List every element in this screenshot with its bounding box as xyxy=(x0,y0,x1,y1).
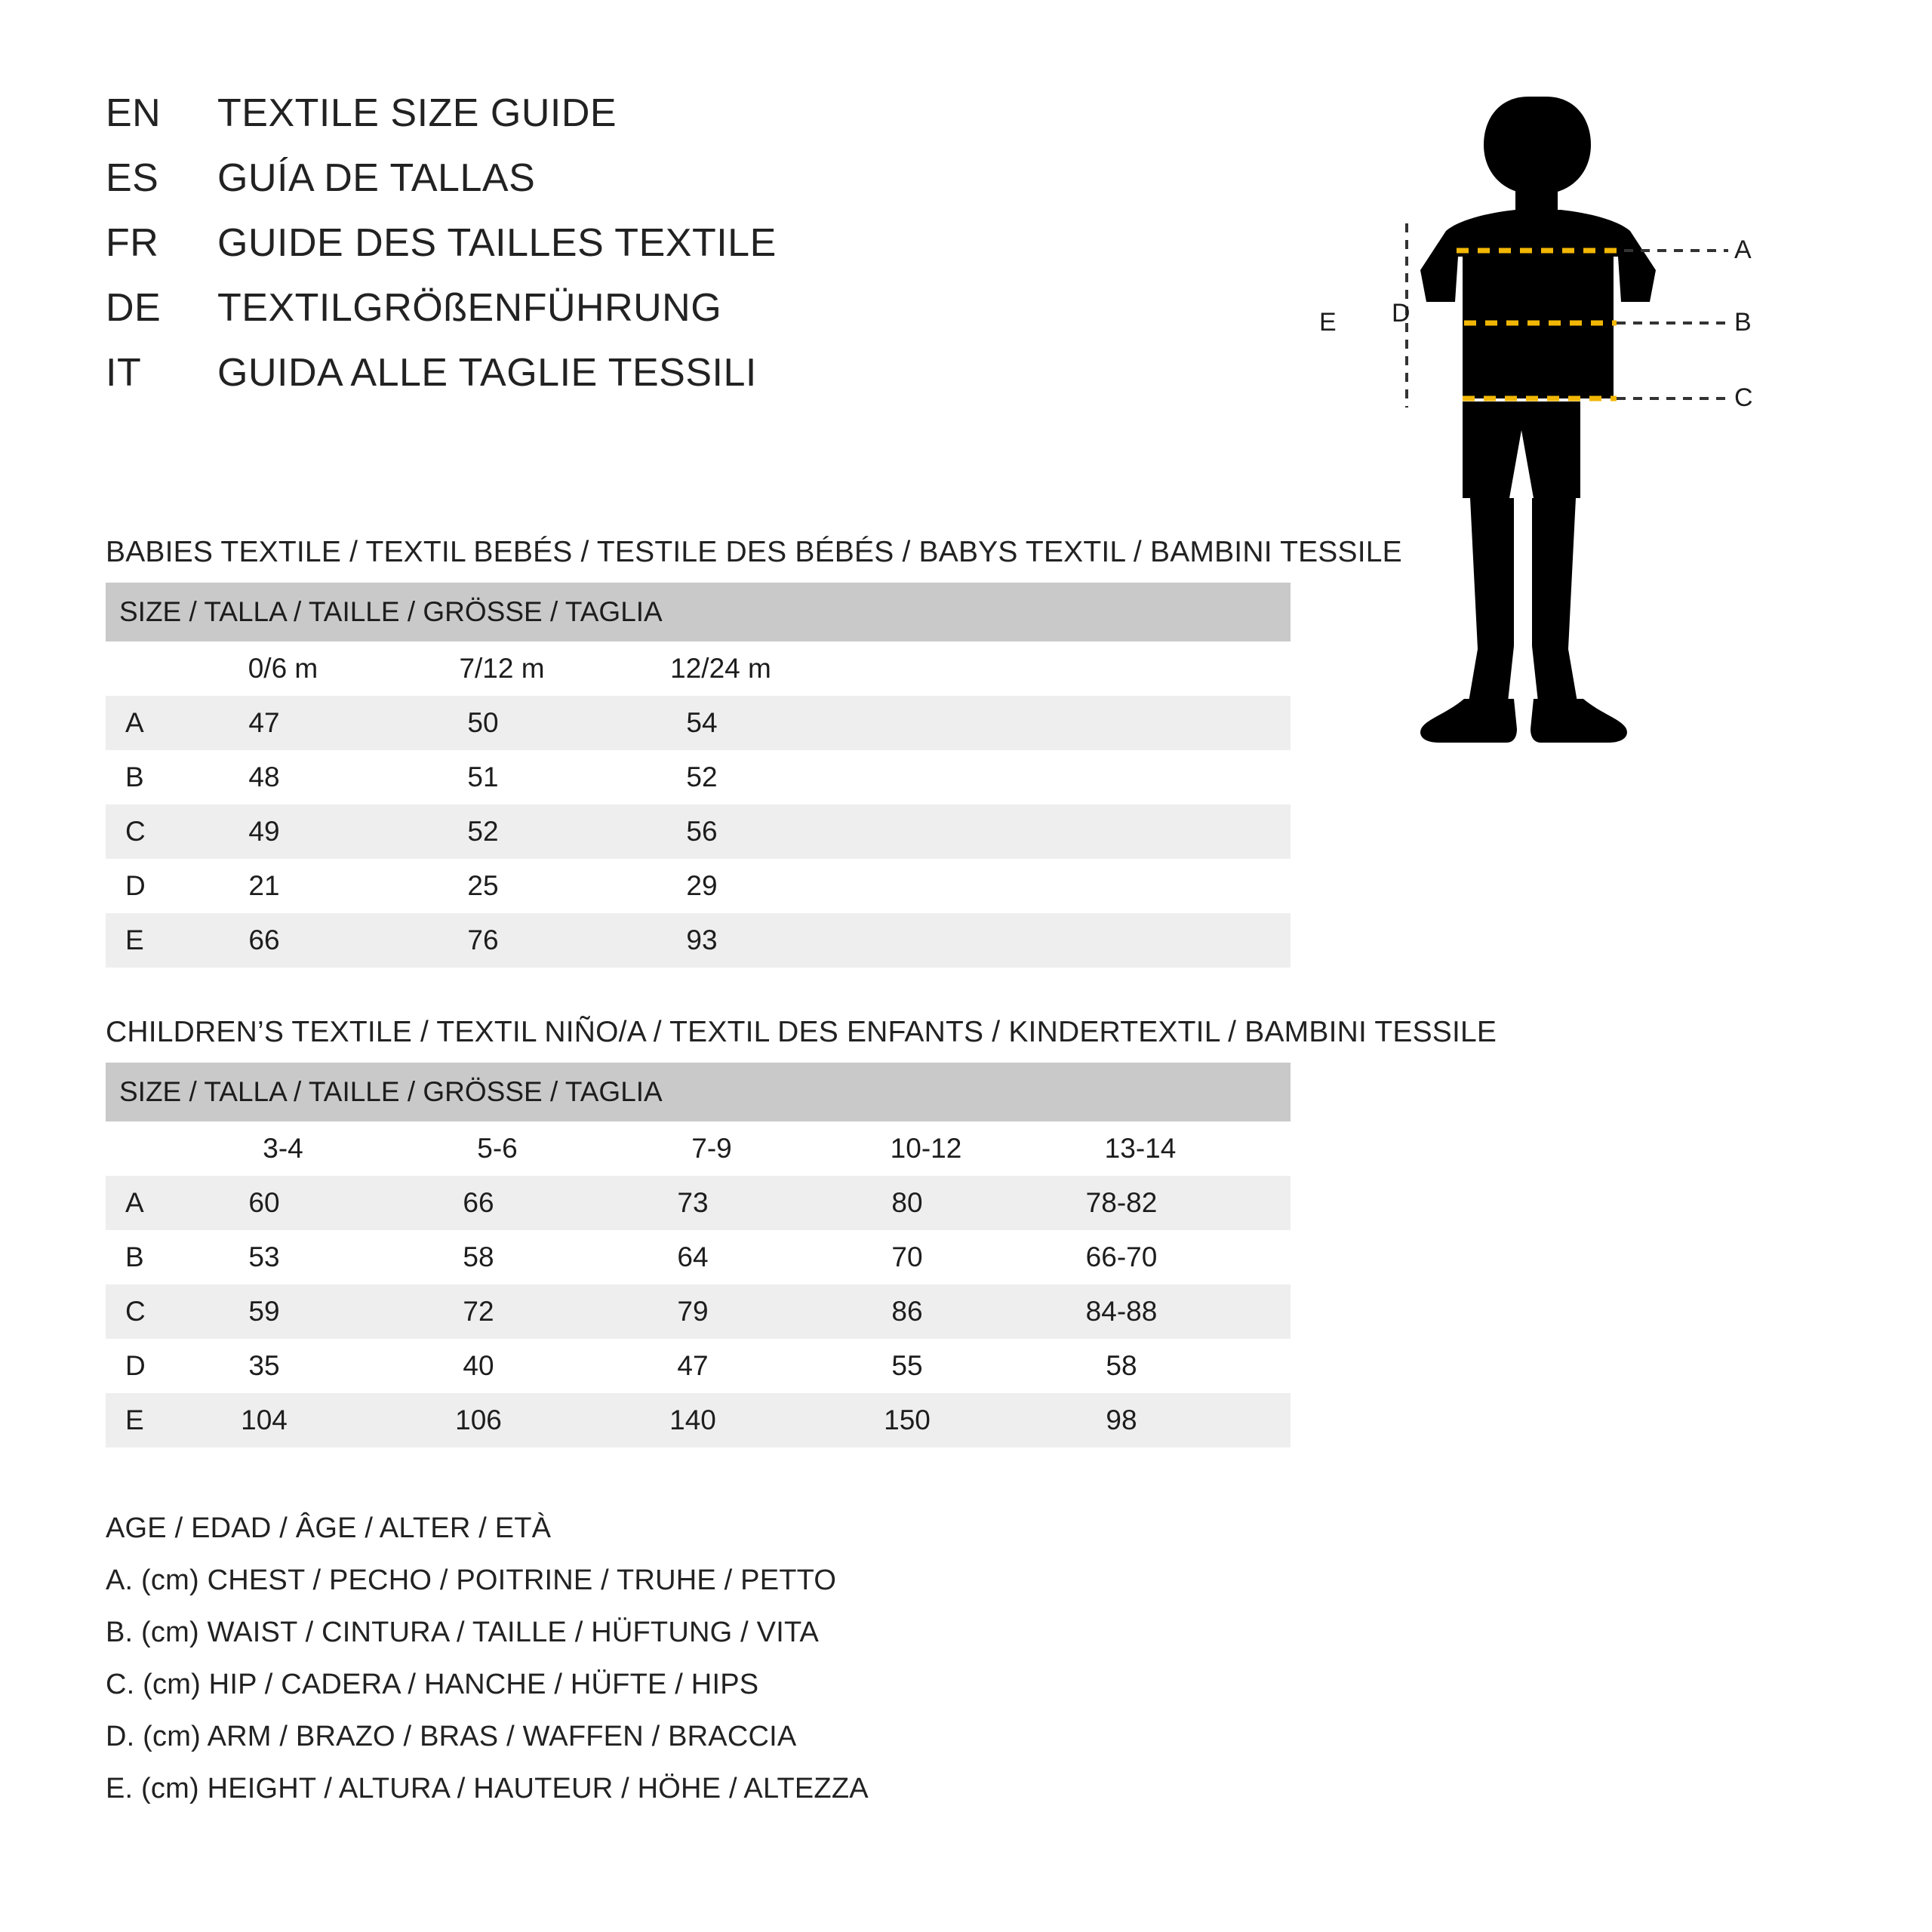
children-cell-e-2: 140 xyxy=(648,1393,862,1447)
measurement-legend xyxy=(106,1512,1826,1805)
legend-line-arm: D. (cm) ARM / BRAZO / BRAS / WAFFEN / BRACCIA xyxy=(106,1721,797,1752)
children-cell-c-3: 86 xyxy=(862,1284,1076,1339)
children-section-heading: CHILDREN’S TEXTILE / TEXTIL NIÑO/A / TEXTIL DES ENFANTS / KINDERTEXTIL / BAMBINI TESSILE xyxy=(106,1016,1497,1048)
babies-cell-a-1: 50 xyxy=(438,696,657,750)
babies-cell-a-2: 54 xyxy=(657,696,875,750)
babies-cell-c-2: 56 xyxy=(657,804,875,859)
title-text-de: TEXTILGRÖßENFÜHRUNG xyxy=(217,286,722,330)
babies-cell-c-0: 49 xyxy=(219,804,438,859)
children-row-label-d: D xyxy=(106,1339,219,1393)
table-row xyxy=(106,1230,1291,1284)
title-lang-en: EN xyxy=(106,91,162,135)
babies-cell-b-0: 48 xyxy=(219,750,438,804)
children-cell-c-1: 72 xyxy=(433,1284,648,1339)
legend-line-waist: B. (cm) WAIST / CINTURA / TAILLE / HÜFTUNG / VITA xyxy=(106,1617,820,1648)
babies-cell-a-0: 47 xyxy=(219,696,438,750)
babies-cell-b-2: 52 xyxy=(657,750,875,804)
table-row xyxy=(106,859,1291,913)
title-lang-it: IT xyxy=(106,351,142,395)
babies-cell-d-2: 29 xyxy=(657,859,875,913)
babies-cell-e-2: 93 xyxy=(657,913,875,968)
babies-cell-b-1: 51 xyxy=(438,750,657,804)
children-row-label-a: A xyxy=(106,1176,219,1230)
children-table-column-header-row xyxy=(106,1121,1291,1176)
title-lang-fr: FR xyxy=(106,221,159,265)
babies-cell-c-1: 52 xyxy=(438,804,657,859)
children-cell-d-2: 47 xyxy=(648,1339,862,1393)
child-silhouette-icon xyxy=(1420,97,1656,743)
babies-row-label-c: C xyxy=(106,804,219,859)
children-cell-b-2: 64 xyxy=(648,1230,862,1284)
babies-column-header-1: 7/12 m xyxy=(438,641,657,696)
babies-row-label-e: E xyxy=(106,913,219,968)
table-row xyxy=(106,1284,1291,1339)
children-cell-b-0: 53 xyxy=(219,1230,433,1284)
babies-table-band-row xyxy=(106,583,1291,641)
children-cell-d-1: 40 xyxy=(433,1339,648,1393)
babies-size-table xyxy=(106,583,1291,968)
babies-row-label-d: D xyxy=(106,859,219,913)
babies-header-corner xyxy=(106,641,219,696)
title-lang-de: DE xyxy=(106,286,162,330)
children-table-band-row xyxy=(106,1063,1291,1121)
babies-table-column-header-row xyxy=(106,641,1291,696)
children-cell-a-2: 73 xyxy=(648,1176,862,1230)
children-cell-d-4: 58 xyxy=(1076,1339,1291,1393)
children-cell-a-1: 66 xyxy=(433,1176,648,1230)
children-header-corner xyxy=(106,1121,219,1176)
children-cell-e-1: 106 xyxy=(433,1393,648,1447)
legend-line-height: E. (cm) HEIGHT / ALTURA / HAUTEUR / HÖHE / ALTEZZA xyxy=(106,1773,869,1804)
babies-column-header-0: 0/6 m xyxy=(219,641,438,696)
babies-table-band-label: SIZE / TALLA / TAILLE / GRÖSSE / TAGLIA xyxy=(106,583,1291,641)
children-column-header-2: 7-9 xyxy=(648,1121,862,1176)
children-cell-b-3: 70 xyxy=(862,1230,1076,1284)
figure-letter-b: B xyxy=(1734,308,1752,337)
children-cell-e-0: 104 xyxy=(219,1393,433,1447)
title-lang-es: ES xyxy=(106,156,159,200)
title-text-it: GUIDA ALLE TAGLIE TESSILI xyxy=(217,351,757,395)
table-row xyxy=(106,750,1291,804)
children-cell-e-4: 98 xyxy=(1076,1393,1291,1447)
children-cell-c-4: 84-88 xyxy=(1076,1284,1291,1339)
children-column-header-4: 13-14 xyxy=(1076,1121,1291,1176)
legend-line-chest: A. (cm) CHEST / PECHO / POITRINE / TRUHE / PETTO xyxy=(106,1564,837,1596)
babies-row-label-a: A xyxy=(106,696,219,750)
babies-row-c-spacer xyxy=(875,804,1291,859)
figure-letter-c: C xyxy=(1734,383,1753,412)
children-cell-b-4: 66-70 xyxy=(1076,1230,1291,1284)
babies-cell-d-1: 25 xyxy=(438,859,657,913)
legend-line-age: AGE / EDAD / ÂGE / ALTER / ETÀ xyxy=(106,1512,552,1544)
table-row xyxy=(106,1176,1291,1230)
babies-row-d-spacer xyxy=(875,859,1291,913)
children-size-table xyxy=(106,1063,1291,1447)
table-row xyxy=(106,804,1291,859)
figure-letter-e: E xyxy=(1319,308,1337,337)
children-cell-c-0: 59 xyxy=(219,1284,433,1339)
babies-row-label-b: B xyxy=(106,750,219,804)
children-cell-a-3: 80 xyxy=(862,1176,1076,1230)
babies-row-e-spacer xyxy=(875,913,1291,968)
children-cell-b-1: 58 xyxy=(433,1230,648,1284)
children-column-header-1: 5-6 xyxy=(433,1121,648,1176)
figure-letter-d: D xyxy=(1392,299,1411,328)
title-text-fr: GUIDE DES TAILLES TEXTILE xyxy=(217,221,777,265)
children-cell-c-2: 79 xyxy=(648,1284,862,1339)
children-cell-a-4: 78-82 xyxy=(1076,1176,1291,1230)
children-row-label-c: C xyxy=(106,1284,219,1339)
table-row xyxy=(106,913,1291,968)
children-table-band-label: SIZE / TALLA / TAILLE / GRÖSSE / TAGLIA xyxy=(106,1063,1291,1121)
babies-cell-e-1: 76 xyxy=(438,913,657,968)
children-cell-d-0: 35 xyxy=(219,1339,433,1393)
babies-cell-d-0: 21 xyxy=(219,859,438,913)
children-cell-a-0: 60 xyxy=(219,1176,433,1230)
table-row xyxy=(106,1393,1291,1447)
babies-header-spacer xyxy=(875,641,1291,696)
children-column-header-3: 10-12 xyxy=(862,1121,1076,1176)
babies-cell-e-0: 66 xyxy=(219,913,438,968)
babies-row-a-spacer xyxy=(875,696,1291,750)
legend-line-hip: C. (cm) HIP / CADERA / HANCHE / HÜFTE / HIPS xyxy=(106,1669,759,1700)
babies-column-header-2: 12/24 m xyxy=(657,641,875,696)
children-cell-e-3: 150 xyxy=(862,1393,1076,1447)
table-row xyxy=(106,696,1291,750)
table-row xyxy=(106,1339,1291,1393)
babies-section-heading: BABIES TEXTILE / TEXTIL BEBÉS / TESTILE DES BÉBÉS / BABYS TEXTIL / BAMBINI TESSILE xyxy=(106,536,1402,568)
children-row-label-e: E xyxy=(106,1393,219,1447)
children-cell-d-3: 55 xyxy=(862,1339,1076,1393)
babies-row-b-spacer xyxy=(875,750,1291,804)
figure-letter-a: A xyxy=(1734,235,1752,264)
title-text-es: GUÍA DE TALLAS xyxy=(217,156,536,200)
title-text-en: TEXTILE SIZE GUIDE xyxy=(217,91,617,135)
children-row-label-b: B xyxy=(106,1230,219,1284)
measurement-figure xyxy=(1319,75,1841,740)
children-column-header-0: 3-4 xyxy=(219,1121,433,1176)
